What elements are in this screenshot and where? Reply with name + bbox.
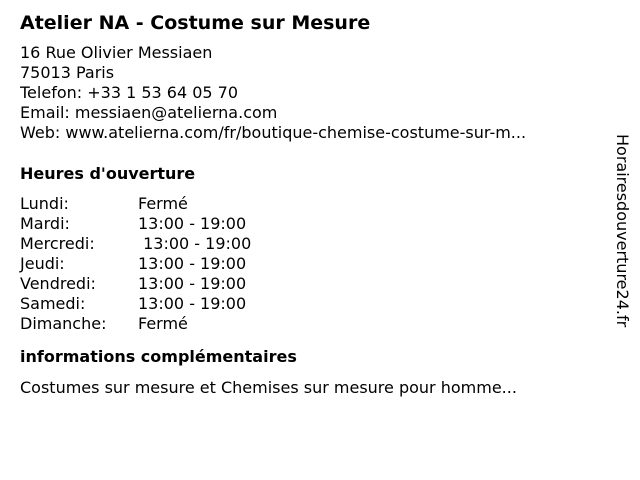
street-address: 16 Rue Olivier Messiaen [20,43,213,62]
hours-row-saturday [20,294,600,314]
day-label: Jeudi: [20,254,65,273]
day-label: Mardi: [20,214,70,233]
phone-line: Telefon: +33 1 53 64 05 70 [20,83,239,102]
hours-row-wednesday [20,234,600,254]
time-value: Fermé [138,314,188,333]
time-value: 13:00 - 19:00 [138,214,247,233]
day-label: Lundi: [20,194,69,213]
time-value: 13:00 - 19:00 [138,294,247,313]
additional-info-text: Costumes sur mesure et Chemises sur mesure pour homme... [20,378,517,397]
hours-heading: Heures d'ouverture [20,164,196,183]
time-value: Fermé [138,194,188,213]
day-label: Mercredi: [20,234,95,253]
hours-row-tuesday [20,214,600,234]
business-card [20,10,600,398]
site-watermark: Horairesdouverture24.fr [613,134,632,328]
time-value: 13:00 - 19:00 [138,254,247,273]
additional-info-heading: informations complémentaires [20,347,297,366]
website-line: Web: www.atelierna.com/fr/boutique-chemise-costume-sur-m... [20,123,527,142]
day-label: Dimanche: [20,314,107,333]
hours-row-friday [20,274,600,294]
city-address: 75013 Paris [20,63,115,82]
time-value: 13:00 - 19:00 [138,234,252,253]
business-name: Atelier NA - Costume sur Mesure [20,12,371,34]
day-label: Vendredi: [20,274,96,293]
opening-hours-table [20,194,600,334]
hours-row-monday [20,194,600,214]
contact-block [20,43,600,143]
email-line: Email: messiaen@atelierna.com [20,103,278,122]
hours-row-thursday [20,254,600,274]
day-label: Samedi: [20,294,86,313]
time-value: 13:00 - 19:00 [138,274,247,293]
hours-row-sunday [20,314,600,334]
